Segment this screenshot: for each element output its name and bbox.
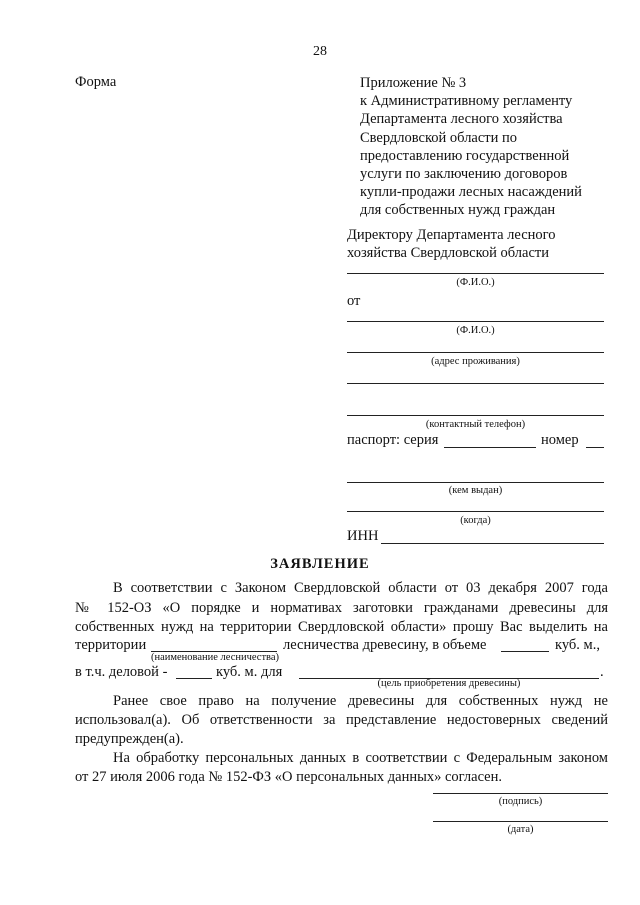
appendix-line: предоставлению государственной <box>360 147 570 164</box>
paragraph3-line2: от 27 июля 2006 года № 152-ФЗ «О персональных данных» согласен. <box>75 769 502 785</box>
issued-by-line[interactable] <box>347 482 604 483</box>
addressee-line: хозяйства Свердловской области <box>347 245 549 261</box>
volume-line[interactable] <box>501 651 549 652</box>
director-fio-line[interactable] <box>347 273 604 274</box>
paragraph2-line1 <box>113 693 608 710</box>
territory-label: территории <box>75 637 147 653</box>
inn-label: ИНН <box>347 528 379 544</box>
appendix-line: Приложение № 3 <box>360 75 467 91</box>
appendix-line: Свердловской области по <box>360 129 518 146</box>
paragraph2-line3: предупрежден(а). <box>75 731 184 747</box>
appendix-line: к Административному регламенту <box>360 93 573 110</box>
text-line: На обработку персональных данных в соответствии с Федеральным законом <box>113 750 608 766</box>
phone-caption: (контактный телефон) <box>425 419 526 430</box>
text-line: использовал(а). Об ответственности за представление недостоверных сведений <box>75 712 608 728</box>
passport-number-line[interactable] <box>586 447 604 448</box>
text-line: В соответствии с Законом Свердловской области от 03 декабря 2007 года <box>113 580 608 596</box>
text-line: № 152-ОЗ «О порядке и нормативах заготовки гражданами древесины для <box>75 600 608 616</box>
date-line[interactable] <box>433 821 608 822</box>
text-line: собственных нужд на территории Свердловской области» прошу Вас выделить на <box>75 619 608 635</box>
appendix-line: услуги по заключению договоров <box>360 166 568 183</box>
paragraph1-line2 <box>75 600 608 617</box>
from-label: от <box>347 293 361 309</box>
applicant-fio-line[interactable] <box>347 321 604 322</box>
address-line[interactable] <box>347 352 604 353</box>
business-wood-line[interactable] <box>176 678 212 679</box>
paragraph1-line1 <box>113 580 608 597</box>
address-caption: (адрес проживания) <box>431 356 520 367</box>
purpose-end: . <box>600 664 604 680</box>
form-label: Форма <box>75 74 117 90</box>
paragraph3-line1 <box>113 750 608 767</box>
appendix-line: для собственных нужд граждан <box>360 202 556 219</box>
signature-caption: (подпись) <box>498 796 543 807</box>
fio-caption: (Ф.И.О.) <box>456 277 495 288</box>
page-number: 28 <box>313 44 327 59</box>
paragraph2-line2 <box>75 712 608 729</box>
appendix-line: Департамента лесного хозяйства <box>360 111 563 128</box>
addressee-line: Директору Департамента лесного <box>347 227 556 243</box>
volume-unit: куб. м., <box>555 637 600 653</box>
addressee-block <box>347 226 556 262</box>
date-caption: (дата) <box>507 824 534 835</box>
forestry-caption: (наименование лесничества) <box>150 652 280 663</box>
paragraph1-line3 <box>75 619 608 636</box>
purpose-caption: (цель приобретения древесины) <box>377 678 521 689</box>
when-caption: (когда) <box>460 515 491 526</box>
phone-line[interactable] <box>347 415 604 416</box>
passport-series-line[interactable] <box>444 447 536 448</box>
business-wood-label: в т.ч. деловой - <box>75 664 168 680</box>
address-line-2[interactable] <box>347 383 604 384</box>
inn-line[interactable] <box>381 543 604 544</box>
issued-by-caption: (кем выдан) <box>448 485 503 496</box>
document-title: ЗАЯВЛЕНИЕ <box>270 556 370 572</box>
passport-number-label: номер <box>541 432 579 448</box>
forestry-text: лесничества древесину, в объеме <box>283 637 487 653</box>
signature-line[interactable] <box>433 793 608 794</box>
text-line: Ранее свое право на получение древесины для собственных нужд не <box>113 693 608 709</box>
passport-series-label: паспорт: серия <box>347 432 439 448</box>
business-wood-unit: куб. м. для <box>216 664 283 680</box>
issue-date-line[interactable] <box>347 511 604 512</box>
appendix-block <box>360 74 582 220</box>
fio-caption: (Ф.И.О.) <box>456 325 495 336</box>
appendix-line: купли-продажи лесных насаждений <box>360 184 582 201</box>
